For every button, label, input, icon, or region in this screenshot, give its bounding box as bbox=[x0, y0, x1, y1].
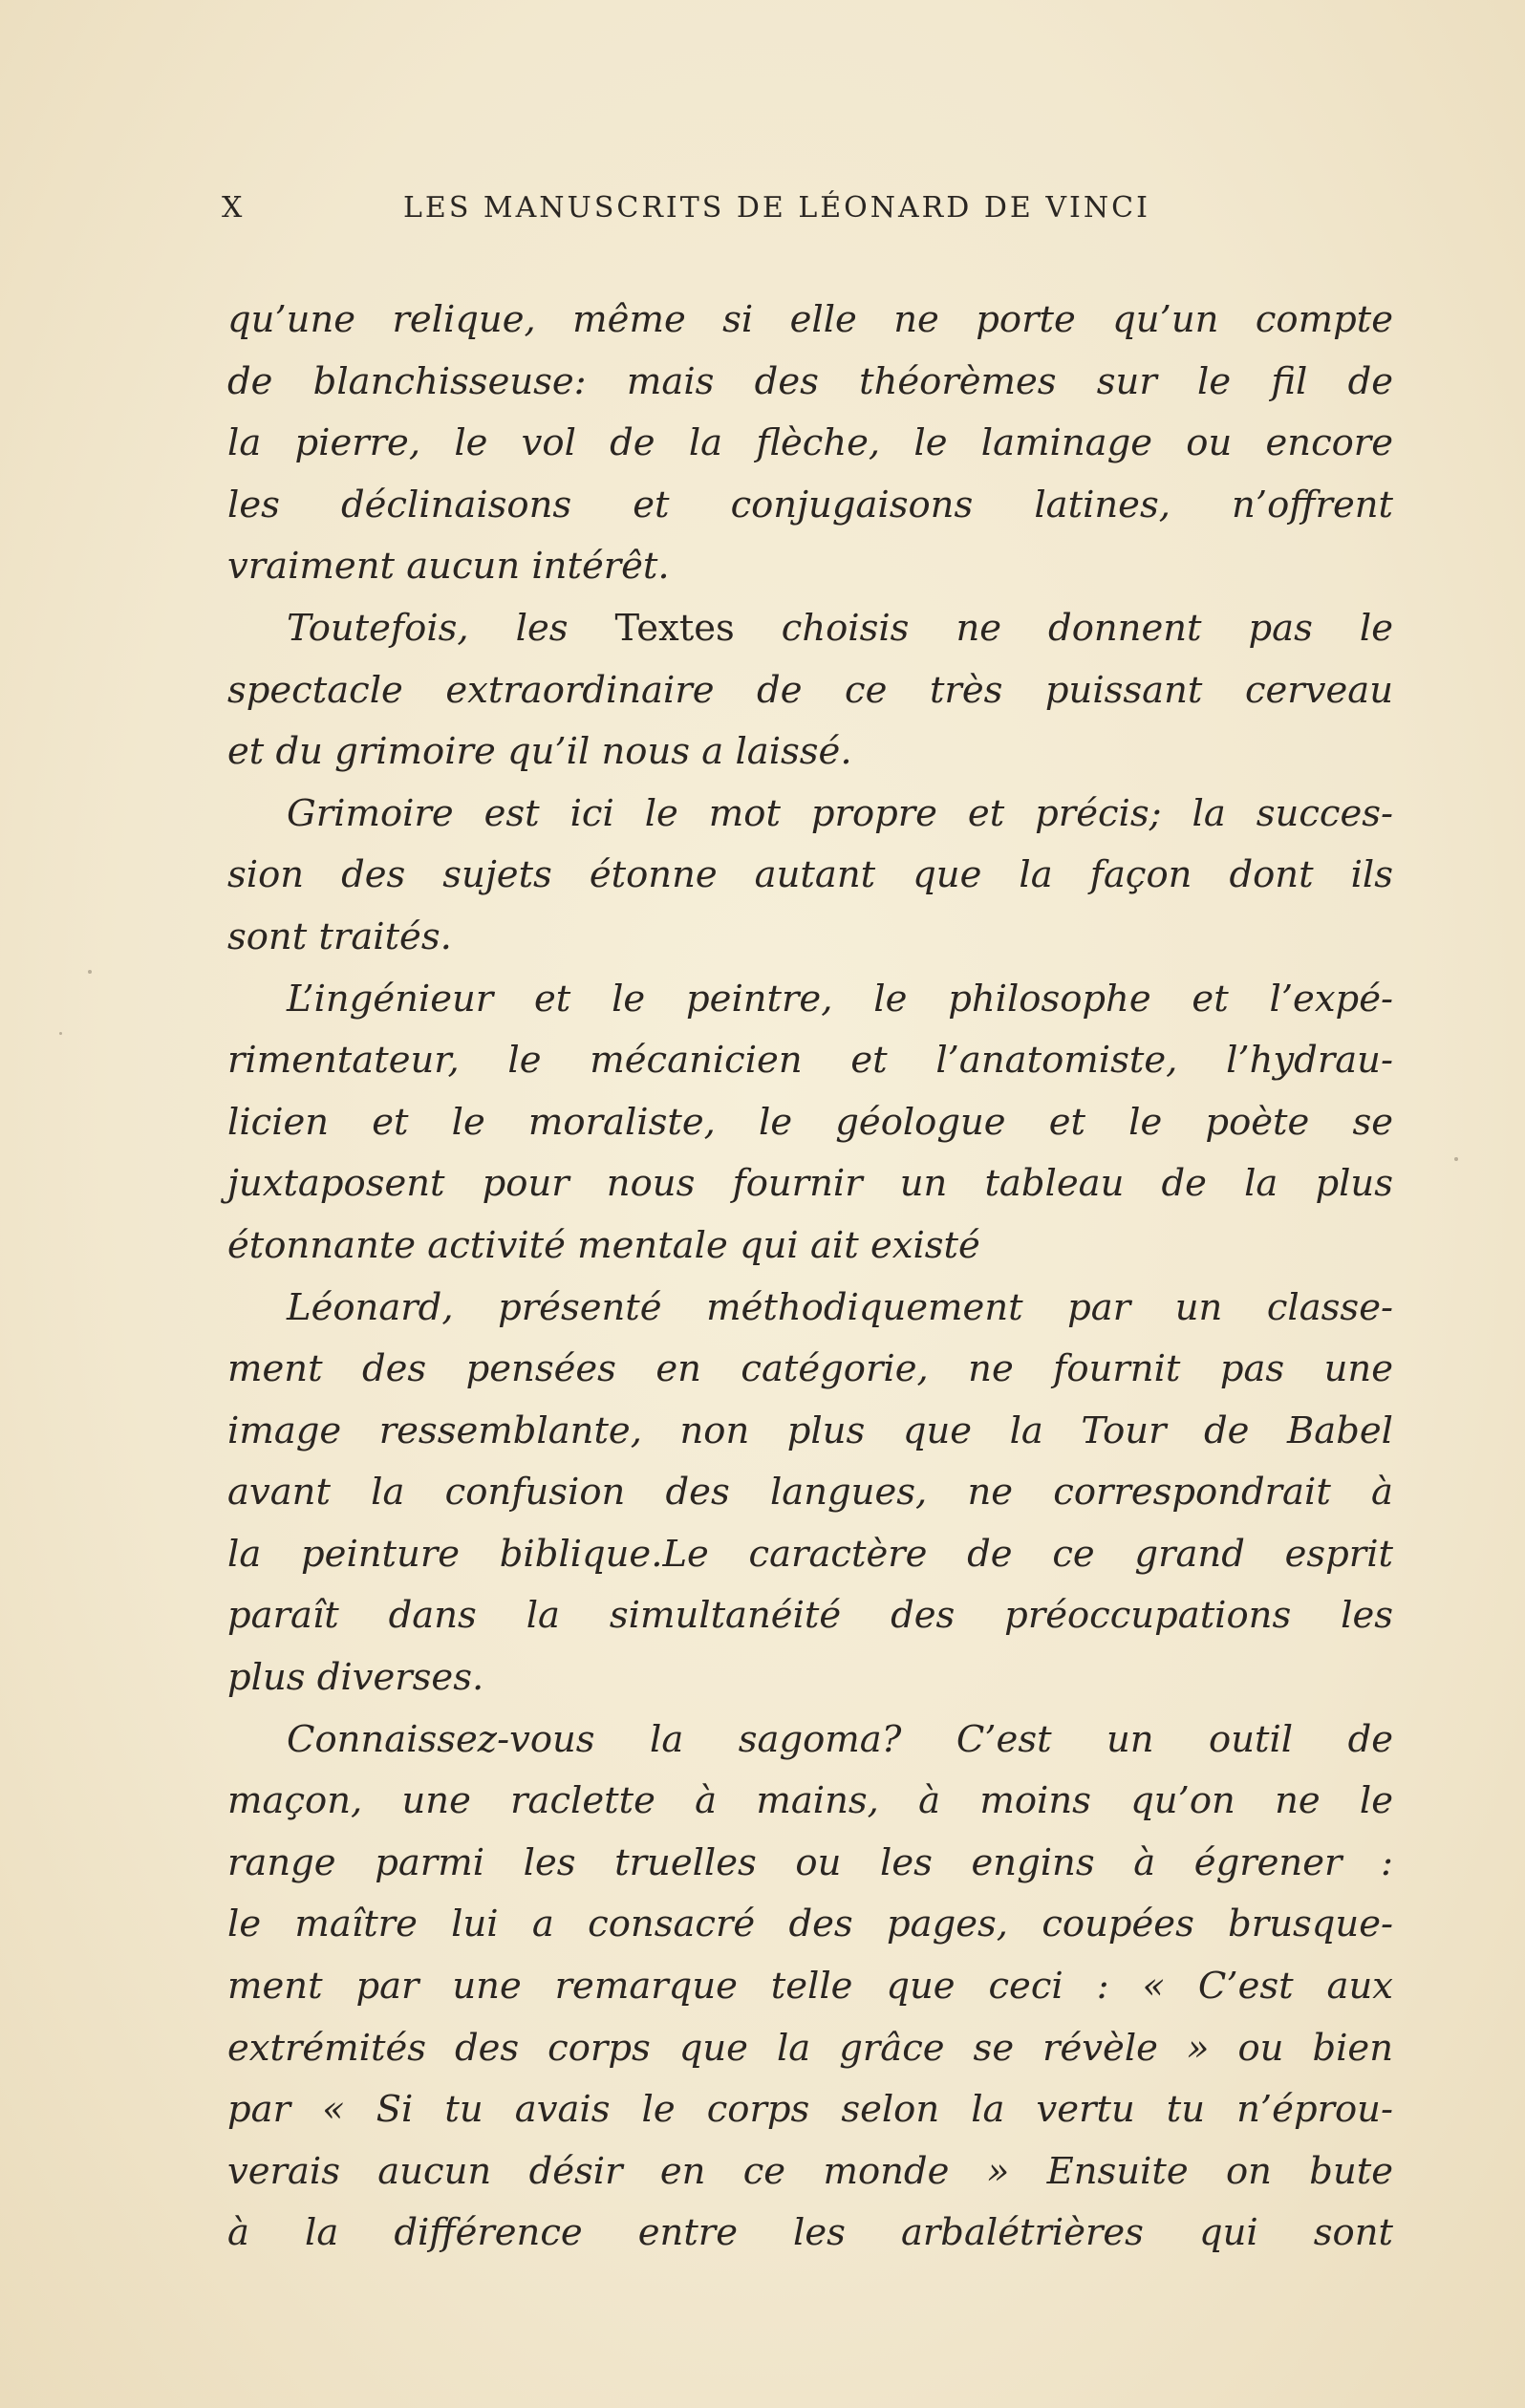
text-line: L’ingénieur et le peintre, le philosophe et l’expé- bbox=[287, 977, 1393, 1021]
text-line: le maître lui a consacré des pages, coupées brusque- bbox=[227, 1903, 1393, 1946]
paper-speck bbox=[1454, 1157, 1458, 1161]
paper-speck bbox=[59, 1032, 62, 1035]
text-line: extrémités des corps que la grâce se révèle » ou bien bbox=[227, 2026, 1393, 2070]
text-line: par « Si tu avais le corps selon la vertu tu n’éprou- bbox=[227, 2088, 1393, 2132]
paper-speck bbox=[88, 970, 92, 974]
text-line: Léonard, présenté méthodiquement par un classe- bbox=[287, 1285, 1393, 1329]
text-line: et du grimoire qu’il nous a laissé. bbox=[227, 730, 852, 774]
text-line: étonnante activité mentale qui ait existé bbox=[227, 1223, 980, 1267]
text-line: les déclinaisons et conjugaisons latines, n’offrent bbox=[227, 483, 1393, 527]
text-line: avant la confusion des langues, ne correspondrait à bbox=[227, 1471, 1393, 1515]
text-line: ment des pensées en catégorie, ne fournit pas une bbox=[227, 1347, 1393, 1391]
running-head bbox=[222, 191, 1225, 239]
text-line: image ressemblante, non plus que la Tour de Babel bbox=[227, 1408, 1393, 1452]
text-line: juxtaposent pour nous fournir un tableau de la plus bbox=[227, 1162, 1393, 1206]
text-line: Grimoire est ici le mot propre et précis; la succes- bbox=[287, 791, 1393, 835]
text-line bbox=[227, 598, 1393, 660]
text-line: ment par une remarque telle que ceci : « C’est aux bbox=[227, 1965, 1393, 2009]
text-line: rimentateur, le mécanicien et l’anatomiste, l’hydrau- bbox=[227, 1039, 1393, 1083]
text-line: sont traités. bbox=[227, 914, 452, 958]
text-line: paraît dans la simultanéité des préoccupations les bbox=[227, 1594, 1393, 1638]
text-line: la peinture biblique.Le caractère de ce grand esprit bbox=[227, 1532, 1393, 1576]
text-line: spectacle extraordinaire de ce très puissant cerveau bbox=[227, 668, 1393, 712]
text-line: sion des sujets étonne autant que la façon dont ils bbox=[227, 853, 1393, 897]
text-line: vraiment aucun intérêt. bbox=[227, 545, 670, 589]
running-title: LES MANUSCRITS DE LÉONARD DE VINCI bbox=[403, 191, 1150, 225]
text-line: verais aucun désir en ce monde » Ensuite on bute bbox=[227, 2149, 1393, 2193]
text-line: Connaissez-vous la sagoma? C’est un outil de bbox=[287, 1717, 1393, 1761]
text-line: licien et le moraliste, le géologue et le poète se bbox=[227, 1100, 1393, 1144]
text-line: maçon, une raclette à mains, à moins qu’on ne le bbox=[227, 1779, 1393, 1823]
text-fragment: Toutefois, les bbox=[287, 606, 615, 650]
page-number: X bbox=[222, 191, 245, 225]
text-line: de blanchisseuse: mais des théorèmes sur le fil de bbox=[227, 359, 1393, 403]
text-line: la pierre, le vol de la flèche, le laminage ou encore bbox=[227, 421, 1393, 465]
text-line: qu’une relique, même si elle ne porte qu’un compte bbox=[227, 298, 1393, 341]
text-line: range parmi les truelles ou les engins à égrener : bbox=[227, 1840, 1393, 1884]
text-fragment: choisis ne donnent pas le bbox=[734, 606, 1393, 650]
text-line: à la différence entre les arbalétrières qui sont bbox=[227, 2211, 1393, 2255]
text-line: plus diverses. bbox=[227, 1656, 484, 1700]
body-text bbox=[227, 290, 1393, 2265]
text-fragment-roman: Textes bbox=[614, 606, 735, 650]
